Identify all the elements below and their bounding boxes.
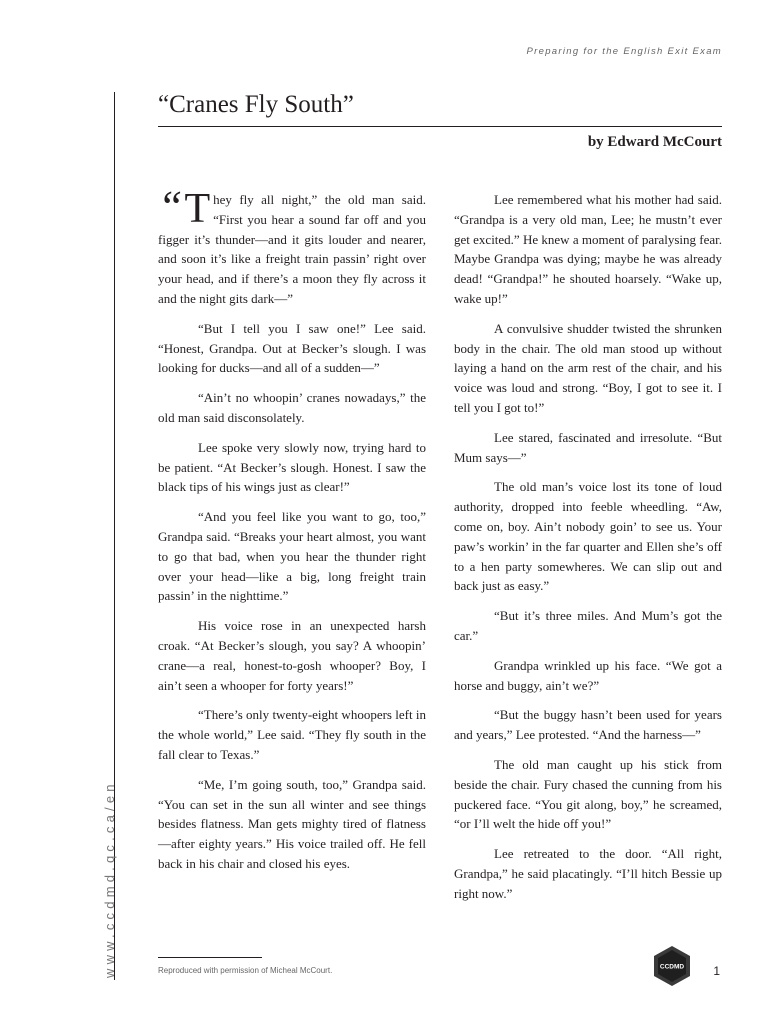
title-divider [158, 126, 722, 127]
paragraph: “But I tell you I saw one!” Lee said. “Honest, Grandpa. Out at Becker’s slough. I was looking for ducks—and all of a sudden—” [158, 320, 426, 376]
first-paragraph [158, 182, 426, 309]
paragraph: Lee stared, fascinated and irresolute. “But Mum says—” [454, 429, 722, 465]
footnote: Reproduced with permission of Micheal McCourt. [158, 966, 333, 975]
paragraph: “Me, I’m going south, too,” Grandpa said. “You can set in the sun all winter and see things besides flatness. Man gets mighty tired of flatness—after eighty years.” His voice trailed off. He fell back in his chair and closed his eyes. [158, 776, 426, 871]
paragraph: Grandpa wrinkled up his face. “We got a horse and buggy, ain’t we?” [454, 657, 722, 693]
drop-quote: “ [158, 182, 183, 231]
paragraph: His voice rose in an unexpected harsh croak. “At Becker’s slough, you say? A whoopin’ crane—a real, honest-to-gosh whooper? Boy, I ain’t seen a whooper for forty years!” [158, 618, 426, 693]
left-column [158, 182, 426, 884]
ccdmd-logo [650, 944, 694, 988]
footnote-rule [158, 957, 262, 958]
page-number: 1 [713, 964, 720, 978]
running-header: Preparing for the English Exit Exam [526, 46, 722, 57]
paragraph: Lee spoke very slowly now, trying hard to be patient. “At Becker’s slough. Honest. I saw the black tips of his wings just as clear!” [158, 439, 426, 495]
paragraph: “But the buggy hasn’t been used for years and years,” Lee protested. “And the harness—” [454, 707, 722, 743]
paragraph: “There’s only twenty-eight whoopers left in the whole world,” Lee said. “They fly south in the fall clear to Texas.” [158, 707, 426, 762]
side-url: www.ccdmd.qc.ca/en [102, 780, 117, 978]
paragraph: The old man caught up his stick from beside the chair. Fury chased the cunning from his puckered face. “You git along, boy,” he screamed, “or I’ll welt the hide off you!” [454, 756, 722, 832]
paragraph: Lee remembered what his mother had said. “Grandpa is a very old man, Lee; he mustn’t ever get excited.” He knew a moment of paralysing fear. Maybe Grandpa was dying; maybe he was already dead! “Grandpa!” he shouted hoarsely. “Wake up, wake up!” [454, 192, 722, 306]
story-byline: by Edward McCourt [587, 134, 722, 150]
paragraph: “And you feel like you want to go, too,” Grandpa said. “Breaks your heart almost, you want to go that bad, when you hear the thunder right over your head—like a big, long freight train passin’ in the nighttime.” [158, 509, 426, 604]
story-title: “Cranes Fly South” [158, 91, 354, 118]
first-paragraph-text: hey fly all night,” the old man said. “First you hear a sound far off and you figger it’s thunder—and it gits louder and nearer, and soon it’s like a freight train passin’ right over your head, and if there’s a moon they fly across it and the night gits dark—” [158, 192, 426, 306]
right-column [454, 190, 722, 914]
paragraph: The old man’s voice lost its tone of loud authority, dropped into feeble wheedling. “Aw, come on, boy. Ain’t nobody goin’ to see us. Your paw’s workin’ in the far quarter and Ellen she’s off to a hen party somewheres. We can slip out and back just as easy.” [454, 479, 722, 594]
paragraph: Lee retreated to the door. “All right, Grandpa,” he said placatingly. “I’ll hitch Bessie up right now.” [454, 846, 722, 901]
drop-cap: T [184, 186, 211, 232]
paragraph: “Ain’t no whoopin’ cranes nowadays,” the old man said disconsolately. [158, 390, 426, 425]
paragraph: A convulsive shudder twisted the shrunken body in the chair. The old man stood up without laying a hand on the arm rest of the chair, and his voice was loud and strong. “Boy, I got to see it. I tell you I got to!” [454, 320, 722, 415]
logo-text: CCDMD [659, 963, 685, 971]
paragraph: “But it’s three miles. And Mum’s got the car.” [454, 608, 722, 643]
